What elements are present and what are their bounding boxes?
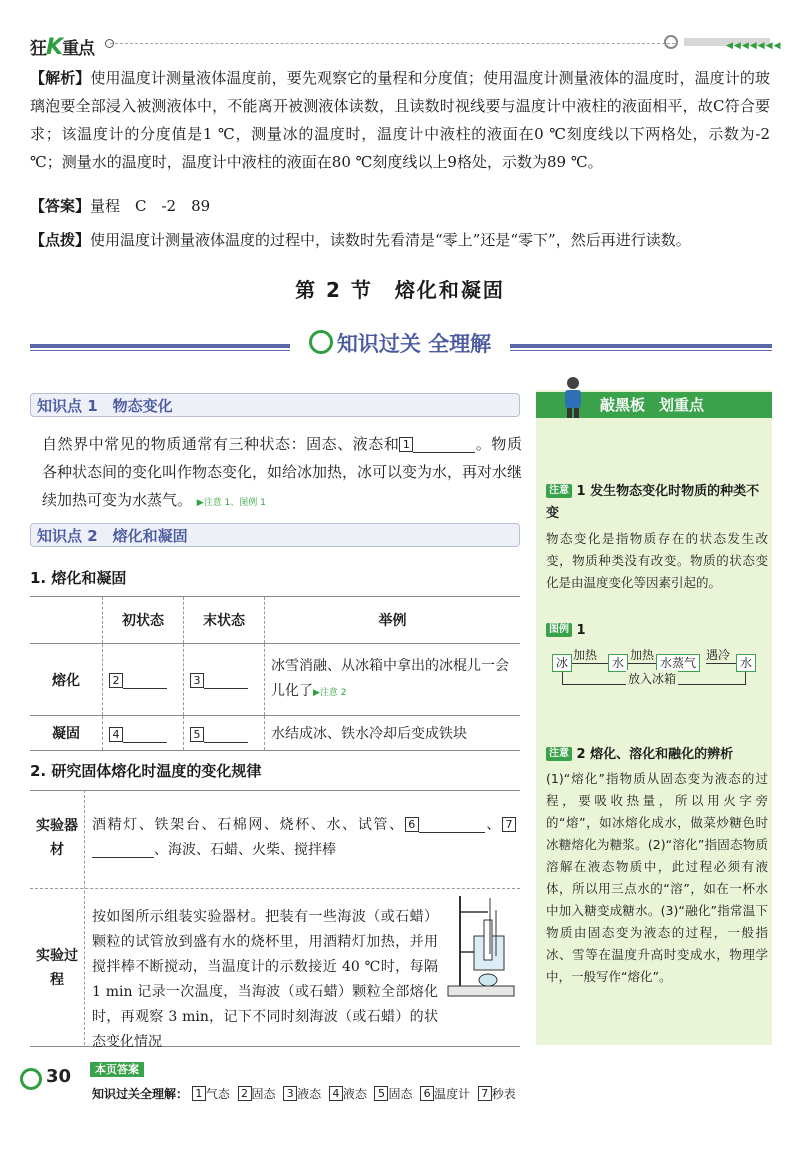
- flow-node-vapor: 水蒸气: [656, 654, 700, 672]
- flow-arrow: [628, 663, 656, 664]
- answer-tag: 【答案】: [30, 197, 91, 215]
- flow-node-water-2: 水: [736, 654, 756, 672]
- kp2-header: 知识点 2 熔化和凝固: [30, 523, 520, 547]
- panel-header: 敲黑板 划重点: [536, 392, 772, 418]
- table-header-blank: [30, 597, 103, 644]
- figure-tag: 图例: [546, 623, 572, 637]
- table-header-example: 举例: [265, 597, 521, 644]
- blank-1[interactable]: [413, 434, 475, 453]
- row-label: 凝固: [30, 716, 103, 751]
- banner-rule-right-thin: [510, 350, 772, 351]
- process-text: 按如图所示组装实验器材。把装有一些海波（或石蜡）颗粒的试管放到盛有水的烧杯里，用酒精灯加热，并用搅拌棒不断搅动，当温度计的示数接近 40 ℃时，每隔 1 min 记录一次温度，当海波（或石蜡）颗粒全部熔化时，再观察 3 min，记下不同时刻海波（或石蜡）的状态变化情况: [92, 909, 438, 1050]
- subheading-experiment: 2. 研究固体熔化时温度的变化规律: [30, 762, 262, 780]
- page-number: 30: [46, 1066, 72, 1087]
- header-arrows-icon: ◀◀◀◀◀◀◀: [726, 41, 782, 51]
- banner-rule-right: [510, 344, 772, 348]
- flow-label-heat-2: 加热: [630, 648, 655, 662]
- analysis-text: 使用温度计测量液体温度前，要先观察它的量程和分度值；使用温度计测量液体的温度时，温度计的玻璃泡要全部浸入被测液体中，不能离开被测液体读数，且读数时视线要与温度计中液柱的液面相平，故C符合要求；该温度计的分度值是1 ℃，测量冰的温度时，温度计中液柱的液面在0 ℃刻度线以下两格处，示数为-2 ℃；测量水的温度时，温度计中液柱的液面在80 ℃刻度线以上9格处，示数为89 ℃。: [30, 69, 770, 171]
- label-process: 实验过程: [36, 948, 78, 988]
- table-header-initial: 初状态: [103, 597, 184, 644]
- cell-example: 冰雪消融、从冰箱中拿出的冰棍儿一会儿化了▶注意 2: [265, 644, 521, 716]
- banner-title: 知识过关 全理解: [290, 328, 510, 358]
- state-flow-diagram: [546, 646, 768, 692]
- section-title: 第 2 节 熔化和凝固: [295, 278, 505, 302]
- cell-initial[interactable]: 2: [103, 644, 184, 716]
- answers-tag: 本页答案: [90, 1062, 144, 1077]
- table-row: [30, 716, 520, 751]
- table-row: [30, 644, 520, 716]
- cell-final[interactable]: 5: [184, 716, 265, 751]
- cell-initial[interactable]: 4: [103, 716, 184, 751]
- note-tag: 注意: [546, 484, 572, 498]
- flow-arrow: [706, 663, 736, 664]
- header-ring-icon: [664, 35, 678, 49]
- flow-arrow: [572, 663, 608, 664]
- teacher-icon: [560, 376, 586, 418]
- note-reference: ▶注意 1、图例 1: [196, 498, 266, 508]
- subheading-melt-solidify: 1. 熔化和凝固: [30, 569, 127, 587]
- table-header-final: 末状态: [184, 597, 265, 644]
- banner-rule-left-thin: [30, 350, 290, 351]
- tip-tag: 【点拨】: [30, 231, 91, 249]
- kp1-header: 知识点 1 物态变化: [30, 393, 520, 417]
- answers-line: 知识过关全理解： 1 气态 2 固态 3 液态 4 液态 5 固态 6 温度计 7 秒表: [92, 1087, 516, 1101]
- apparatus-illustration: [446, 890, 518, 1002]
- tip-text: 使用温度计测量液体温度的过程中，读数时先看清是“零上”还是“零下”，然后再进行读数。: [90, 231, 691, 249]
- cell-example: 水结成冰、铁水冷却后变成铁块: [265, 716, 521, 751]
- figure1-title: 图例 1: [546, 620, 766, 642]
- banner-rule-left: [30, 344, 290, 348]
- label-equipment: 实验器材: [36, 818, 78, 858]
- note-tag: 注意: [546, 747, 572, 761]
- cell-final[interactable]: 3: [184, 644, 265, 716]
- header-rule: [110, 43, 675, 44]
- flow-label-fridge: 放入冰箱: [628, 672, 677, 686]
- flow-label-cool: 遇冷: [706, 648, 731, 662]
- melt-table: [30, 596, 520, 751]
- note2-body: (1)“熔化”指物质从固态变为液态的过程，要吸收热量，所以用火字旁的“熔”，如冰熔化成水，做菜炒糖色时冰糖熔化为糖浆。(2)“溶化”指固态物质溶解在液态物质中，此过程必须有液体，所以用三点水的“溶”，如在一杯水中加入糖变成糖水。(3)“融化”指常温下物质由固态变为液态的过程，一般指冰、雪等在温度升高时变成水，物理学中，一般写作“熔化”。: [546, 771, 768, 984]
- blank-number-1: 1: [399, 437, 413, 452]
- experiment-column-divider: [84, 790, 85, 1045]
- answer-paragraph: [30, 192, 770, 220]
- answer-text: 量程 C -2 89: [90, 197, 211, 215]
- note1-title: 注意 1 发生物态变化时物质的种类不变: [546, 484, 760, 521]
- note1-body: 物态变化是指物质存在的状态发生改变，物质种类没有改变。物质的状态变化是由温度变化等因素引起的。: [546, 531, 768, 590]
- page-badge-icon: [20, 1068, 42, 1090]
- kp1-text: 自然界中常见的物质通常有三种状态：固态、液态和 1 。物质各种状态间的变化叫作物态变化，如给冰加热，冰可以变为水，再对水继续加热可变为水蒸气。 ▶注意 1、图例 1: [42, 435, 523, 509]
- banner-swirl-icon: [309, 330, 333, 354]
- note2-title: 注意 2 熔化、溶化和融化的辨析: [546, 744, 766, 766]
- flow-label-heat-1: 加热: [573, 648, 598, 662]
- tip-paragraph: [30, 226, 770, 254]
- analysis-paragraph: [30, 64, 770, 176]
- flow-node-ice: 冰: [552, 654, 572, 672]
- equipment-text: 酒精灯、铁架台、石棉网、烧杯、水、试管、 6 、 7、海波、石蜡、火柴、搅拌棒: [92, 813, 516, 863]
- brand-logo: 狂K重点: [30, 35, 95, 60]
- flow-node-water: 水: [608, 654, 628, 672]
- analysis-tag: 【解析】: [30, 69, 91, 87]
- row-label: 熔化: [30, 644, 103, 716]
- experiment-row-divider: [30, 888, 520, 889]
